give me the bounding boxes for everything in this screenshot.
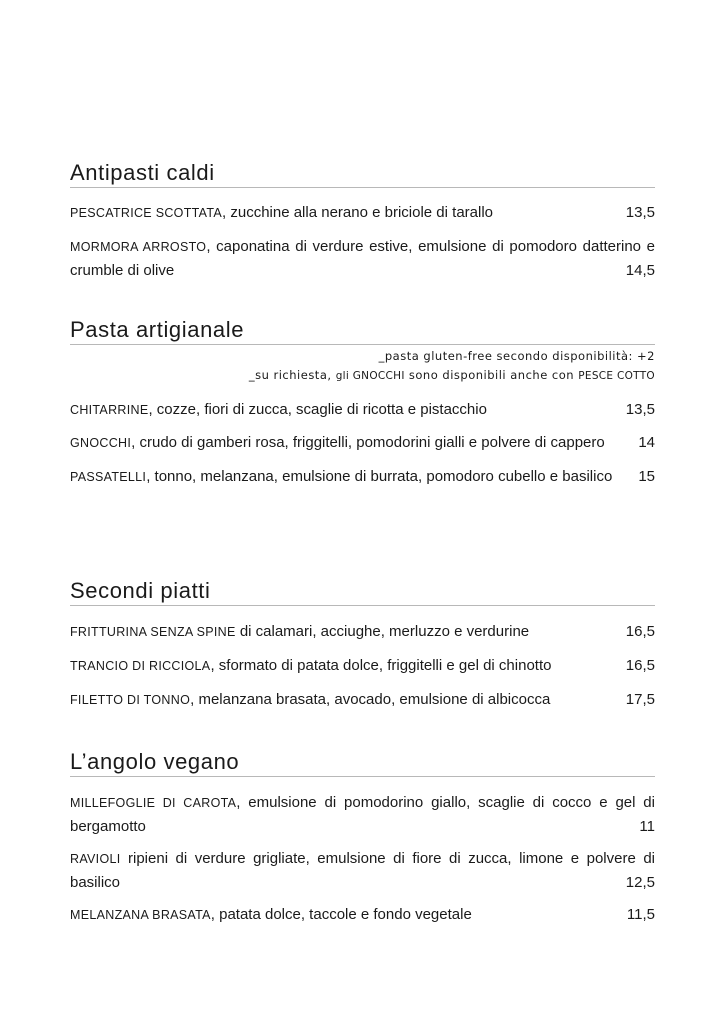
note-gnocchi	[70, 366, 655, 386]
menu-item	[70, 620, 655, 644]
note-text: sono disponibili anche con	[404, 368, 579, 382]
section-pasta-artigianale	[70, 317, 655, 489]
dish-description: , caponatina di verdure estive, emulsione di pomodoro datterino e crumble di olive	[70, 238, 656, 279]
dish-price: 14,5	[625, 262, 655, 279]
section-antipasti-caldi	[70, 160, 655, 282]
dish-description: , zucchine alla nerano e briciole di tarallo	[222, 204, 494, 221]
menu-item	[70, 201, 655, 225]
dish-price: 13,5	[625, 204, 655, 221]
dish-description: , emulsione di pomodorino giallo, scaglie di cocco e gel di bergamotto	[70, 794, 655, 835]
menu-item	[70, 235, 655, 282]
dish-price: 12,5	[625, 874, 655, 891]
menu-item	[70, 431, 655, 455]
note-text: PESCE COTTO	[578, 370, 655, 382]
note-text: gli GNOCCHI	[335, 370, 405, 382]
dish-price: 16,5	[625, 657, 655, 674]
note-text: _su richiesta,	[248, 368, 336, 382]
note-gluten-free: _pasta gluten-free secondo disponibilità: +2	[378, 349, 655, 363]
menu-item	[70, 465, 655, 489]
dish-name: MORMORA ARROSTO	[70, 240, 207, 254]
dish-description: , sformato di patata dolce, friggitelli e gel di chinotto	[210, 657, 552, 674]
section-title: Pasta artigianale	[70, 317, 655, 345]
dish-price: 11,5	[626, 906, 655, 923]
section-title: L’angolo vegano	[70, 749, 655, 777]
pasta-notes	[70, 347, 655, 386]
menu-item	[70, 654, 655, 678]
dish-price: 13,5	[625, 401, 655, 418]
menu-item	[70, 688, 655, 712]
section-title: Antipasti caldi	[70, 160, 655, 188]
section-title: Secondi piatti	[70, 578, 655, 606]
dish-name: TRANCIO DI RICCIOLA	[70, 659, 211, 673]
dish-price: 14	[638, 434, 655, 451]
dish-name: FRITTURINA SENZA SPINE	[70, 625, 236, 639]
dish-price: 17,5	[625, 691, 655, 708]
dish-price: 16,5	[625, 623, 655, 640]
dish-name: CHITARRINE	[70, 403, 149, 417]
section-angolo-vegano	[70, 749, 655, 927]
menu-item	[70, 398, 655, 422]
dish-description: , melanzana brasata, avocado, emulsione di albicocca	[190, 691, 551, 708]
menu-item	[70, 847, 655, 894]
menu-item	[70, 903, 655, 927]
menu-item	[70, 791, 655, 838]
dish-name: RAVIOLI	[70, 852, 121, 866]
dish-name: FILETTO DI TONNO	[70, 693, 191, 707]
dish-description: ripieni di verdure grigliate, emulsione di fiore di zucca, limone e polvere di basilico	[70, 850, 655, 891]
section-secondi-piatti	[70, 578, 655, 712]
dish-description: , crudo di gamberi rosa, friggitelli, pomodorini gialli e polvere di cappero	[131, 434, 605, 451]
dish-description: , tonno, melanzana, emulsione di burrata, pomodoro cubello e basilico	[146, 468, 613, 485]
dish-description: , patata dolce, taccole e fondo vegetale	[210, 906, 472, 923]
dish-name: GNOCCHI	[70, 436, 132, 450]
dish-name: MELANZANA BRASATA	[70, 908, 211, 922]
dish-name: PESCATRICE SCOTTATA	[70, 206, 223, 220]
dish-description: , cozze, fiori di zucca, scaglie di ricotta e pistacchio	[148, 401, 487, 418]
dish-price: 11	[639, 818, 655, 835]
dish-name: PASSATELLI	[70, 470, 147, 484]
dish-price: 15	[638, 468, 655, 485]
dish-name: MILLEFOGLIE DI CAROTA	[70, 796, 237, 810]
dish-description: di calamari, acciughe, merluzzo e verdurine	[235, 623, 530, 640]
